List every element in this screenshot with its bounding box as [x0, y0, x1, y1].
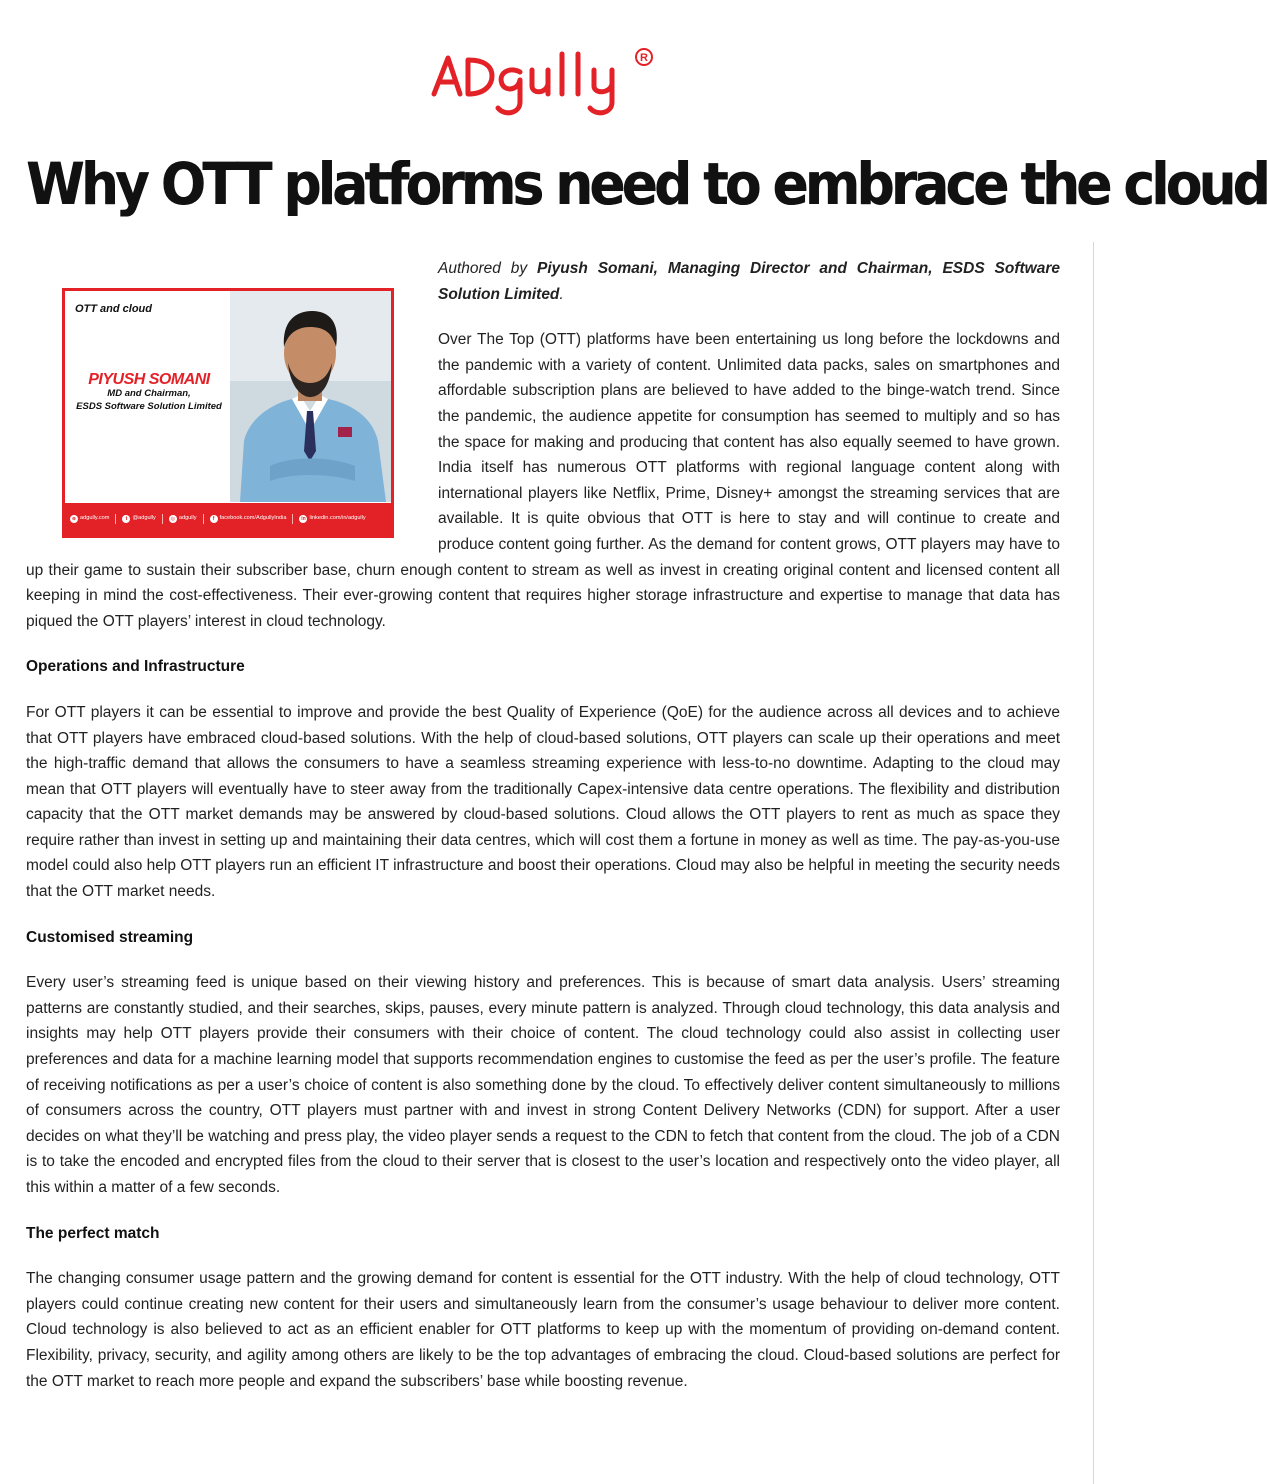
page-edge-rule [1093, 242, 1094, 1484]
social-twitter-label: @adgully [132, 515, 156, 522]
social-facebook [210, 506, 287, 532]
facebook-icon: f [210, 515, 218, 523]
figure-tag: OTT and cloud [75, 303, 152, 315]
section-heading-customised-streaming: Customised streaming [26, 928, 194, 946]
section-body-perfect-match: The changing consumer usage pattern and the growing demand for content is essential for the OTT industry. With the help of cloud technology, OTT players could continue creating new content for their users and simultaneously learn from the consumer’s usage behaviour to deliver more content. Cloud technology is also believed to act as an efficient enabler for OTT platforms to keep up with the momentum of providing on-demand content. Flexibility, privacy, security, and agility among others are likely to be the top advantages of embracing the cloud. Cloud-based solutions are perfect for the OTT market to reach more people and expand the subscribers’ base while boosting revenue. [26, 1270, 1060, 1390]
footer-divider [115, 514, 116, 524]
twitter-icon: t [122, 515, 130, 523]
adgully-logo-mark [428, 44, 668, 120]
figure-role-line-1: MD and Chairman, [107, 388, 191, 399]
article-headline: Why OTT platforms need to embrace the cloud [26, 150, 1267, 218]
figure-social-footer [65, 503, 391, 535]
social-linkedin-label: linkedin.com/in/adgully [309, 515, 366, 522]
section-body-operations: For OTT players it can be essential to improve and provide the best Quality of Experience (QoE) for the audience across all devices and to achieve that OTT players have embraced cloud-based solutions. With the help of cloud-based solutions, OTT players can scale up their operations and meet the high-traffic demand that allows the consumers to have a seamless streaming experience with less-to-no downtime. Adapting to the cloud may mean that OTT players will eventually have to steer away from the traditionally Capex-intensive data centre operations. The flexibility and distribution capacity that the OTT market demands may be answered by cloud-based solutions. Cloud allows the OTT players to rent as much as space they require rather than invest in setting up and maintaining their data centres, which will cost them a fortune in money as well as time. The pay-as-you-use model could also help OTT players run an efficient IT infrastructure and boost their operations. Cloud may also be helpful in meeting the security needs that the OTT market needs. [26, 703, 1060, 901]
footer-divider [162, 514, 163, 524]
social-website-label: adgully.com [80, 515, 110, 522]
section-body-customised-streaming: Every user’s streaming feed is unique based on their viewing history and preferences. This is because of smart data analysis. Users’ streaming patterns are constantly studied, and their searches, skips, pauses, every minute pattern is analyzed. Through cloud technology, this data analysis and insights may help OTT players provide their consumers with their choice of content. The cloud technology could also assist in collecting user preferences and data for a machine learning model that supports recommendation engines to customise the feed as per the user’s profile. The feature of receiving notifications as per a user’s choice of content is also something done by the cloud. To effectively deliver content simultaneously to millions of consumers across the country, OTT players must partner with and invest in strong Content Delivery Networks (CDN) for support. After a user decides on what they’ll be watching and press play, the video player sends a request to the CDN to fetch that content from the cloud. The job of a CDN is to take the encoded and encrypted files from the cloud to their server that is closest to the user’s location and respectively onto the video player, all this within a matter of a few seconds. [26, 974, 1060, 1196]
social-instagram [169, 506, 197, 532]
svg-text:R: R [639, 52, 648, 64]
figure-author-role [65, 387, 233, 413]
intro-paragraph: Over The Top (OTT) platforms have been entertaining us long before the lockdowns and the pandemic with a variety of content. Unlimited data packs, sales on smartphones and affordable subscription plans are believed to have added to the binge-watch trend. Since the pandemic, the audience appetite for consumption has seemed to multiply and so has the space for making and producing that content has also equally seemed to have grown. India itself has numerous OTT platforms with regional language content along with international players like Netflix, Prime, Disney+ amongst the streaming services that are available. It is quite obvious that OTT is here to stay and will continue to create and produce content going further. As the demand for content grows, OTT players may have to up their game to sustain their subscriber base, churn enough content to stream as well as invest in creating original content and licensed content all keeping in mind the cost-effectiveness. Their ever-growing content that requires higher storage infrastructure and expertise to manage that data has piqued the OTT players’ interest in cloud technology. [26, 331, 1060, 630]
portrait-illustration [230, 291, 391, 502]
social-twitter [122, 506, 155, 532]
instagram-icon: ◎ [170, 516, 176, 522]
social-website [70, 506, 109, 532]
article-body [26, 256, 1060, 1414]
section-heading-operations: Operations and Infrastructure [26, 658, 245, 676]
social-facebook-label: facebook.com/AdgullyIndia [219, 515, 287, 522]
byline-author: Piyush Somani, Managing Director and Chairman, ESDS Software Solution Limited [438, 260, 1060, 303]
adgully-logo [0, 42, 1095, 122]
footer-divider [203, 514, 204, 524]
byline-suffix: . [559, 285, 564, 303]
byline-prefix: Authored by [438, 260, 538, 277]
globe-icon: ⊕ [71, 516, 77, 522]
author-portrait [230, 291, 391, 502]
footer-divider [292, 514, 293, 524]
figure-author-name: PIYUSH SOMANI [88, 371, 210, 388]
figure-role-line-2: ESDS Software Solution Limited [76, 401, 222, 412]
linkedin-icon: in [301, 516, 306, 522]
author-feature-image [62, 288, 394, 538]
social-instagram-label: adgully [178, 515, 197, 522]
section-heading-perfect-match: The perfect match [26, 1224, 160, 1242]
social-linkedin [299, 506, 365, 532]
